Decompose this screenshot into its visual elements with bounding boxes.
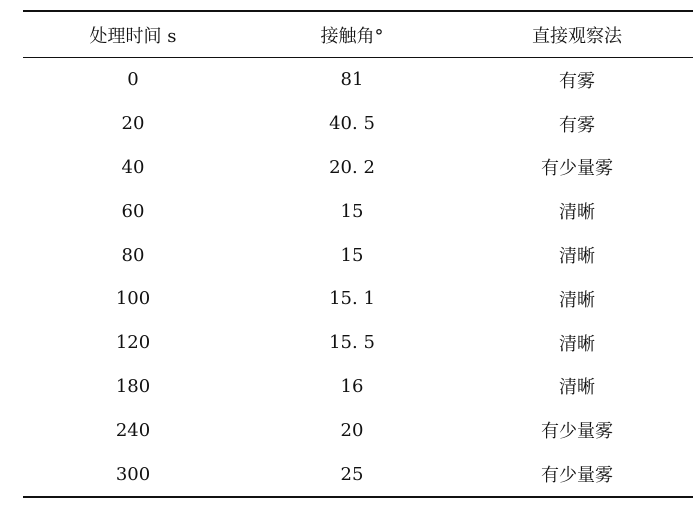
cell-time: 240 — [115, 419, 151, 441]
table-row — [23, 365, 693, 409]
cell-time: 80 — [121, 244, 145, 266]
cell-observation: 有少量雾 — [541, 465, 613, 487]
cell-contact-angle: 81 — [340, 69, 364, 91]
cell-time: 120 — [115, 332, 151, 354]
table-row — [23, 277, 693, 321]
table-row — [23, 189, 693, 233]
cell-time: 60 — [121, 200, 145, 222]
cell-contact-angle: 20. 2 — [329, 156, 375, 178]
table-row — [23, 58, 693, 102]
data-table — [23, 10, 693, 498]
cell-time: 300 — [115, 463, 151, 485]
column-header-observation: 直接观察法 — [532, 25, 622, 47]
table-row — [23, 146, 693, 190]
table-row — [23, 233, 693, 277]
cell-observation: 清晰 — [559, 377, 595, 399]
bottom-rule — [23, 496, 693, 498]
column-header-contact-angle: 接触角° — [320, 25, 384, 47]
cell-contact-angle: 20 — [340, 419, 364, 441]
cell-observation: 清晰 — [559, 202, 595, 224]
column-header-time: 处理时间 s — [89, 25, 177, 47]
cell-contact-angle: 15 — [340, 244, 364, 266]
cell-observation: 有雾 — [559, 70, 595, 92]
cell-contact-angle: 40. 5 — [329, 113, 375, 135]
table-row — [23, 102, 693, 146]
cell-contact-angle: 16 — [340, 375, 364, 397]
cell-observation: 清晰 — [559, 246, 595, 268]
cell-contact-angle: 15 — [340, 200, 364, 222]
cell-observation: 清晰 — [559, 333, 595, 355]
cell-time: 180 — [115, 375, 151, 397]
cell-contact-angle: 25 — [340, 463, 364, 485]
cell-contact-angle: 15. 1 — [329, 288, 375, 310]
cell-observation: 有少量雾 — [541, 158, 613, 180]
cell-observation: 清晰 — [559, 289, 595, 311]
cell-observation: 有雾 — [559, 114, 595, 136]
table-row — [23, 321, 693, 365]
table-row — [23, 408, 693, 452]
cell-time: 100 — [115, 288, 151, 310]
cell-time: 20 — [121, 113, 145, 135]
cell-contact-angle: 15. 5 — [329, 332, 375, 354]
cell-observation: 有少量雾 — [541, 421, 613, 443]
cell-time: 40 — [121, 156, 145, 178]
cell-time: 0 — [127, 69, 139, 91]
header-row — [23, 12, 693, 57]
table-row — [23, 452, 693, 496]
